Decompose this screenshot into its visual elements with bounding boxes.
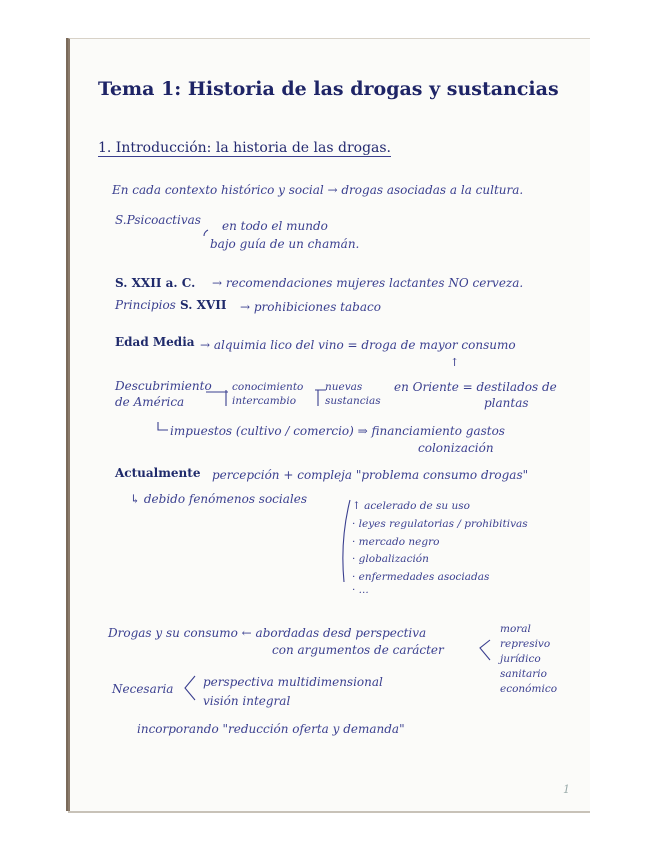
note-label: Necesaria [112,682,174,696]
note-line: ↳ debido fenómenos sociales [130,492,307,506]
note-label: S. XXII a. C. [115,276,196,290]
list-item: económico [500,683,558,695]
list-item: · enfermedades asociadas [352,571,490,583]
list-item: represivo [500,638,551,650]
list-item: · mercado negro [352,536,440,548]
note-line: → alquimia lico del vino = droga de mayor consumo [200,338,516,352]
note-line: intercambio [232,395,297,407]
note-line: impuestos (cultivo / comercio) ⇒ financiamiento gastos [170,424,505,438]
list-item: ↑ acelerado de su uso [352,500,470,512]
section-heading: 1. Introducción: la historia de las drogas. [98,140,392,156]
page-title: Tema 1: Historia de las drogas y sustancias [98,78,559,100]
list-item: · ... [352,584,369,596]
list-item: · leyes regulatorias / prohibitivas [352,518,528,530]
note-line: plantas [484,396,529,410]
note-line: percepción + compleja "problema consumo drogas" [212,468,529,482]
note-label: S. XVII [180,298,227,312]
note-line: Descubrimiento [115,379,212,393]
note-line: Principios [115,298,176,312]
list-item: · globalización [352,553,429,565]
note-line: visión integral [203,694,291,708]
note-line: con argumentos de carácter [272,643,444,657]
note-line: en todo el mundo [222,219,328,233]
note-line: → recomendaciones mujeres lactantes NO cerveza. [212,276,524,290]
note-line: nuevas [325,381,363,393]
note-line: incorporando "reducción oferta y demanda" [137,722,405,736]
note-line: → prohibiciones tabaco [240,300,381,314]
note-line: conocimiento [232,381,304,393]
list-item: jurídico [500,653,541,665]
note-line: perspectiva multidimensional [203,675,383,689]
list-item: moral [500,623,531,635]
note-line: colonización [418,441,494,455]
note-label: S.Psicoactivas [115,213,201,227]
note-label: Actualmente [115,466,201,480]
list-item: sanitario [500,668,547,680]
note-line: sustancias [325,395,381,407]
page-number: 1 [563,783,570,796]
note-line: en Oriente = destilados de [394,380,557,394]
note-line: Drogas y su consumo ← abordadas desd perspectiva [108,626,427,640]
note-line: de América [115,395,185,409]
note-line: En cada contexto histórico y social → drogas asociadas a la cultura. [112,183,524,197]
note-label: Edad Media [115,335,195,349]
note-line: bajo guía de un chamán. [210,237,360,251]
arrow-up-icon: ↑ [450,356,460,369]
